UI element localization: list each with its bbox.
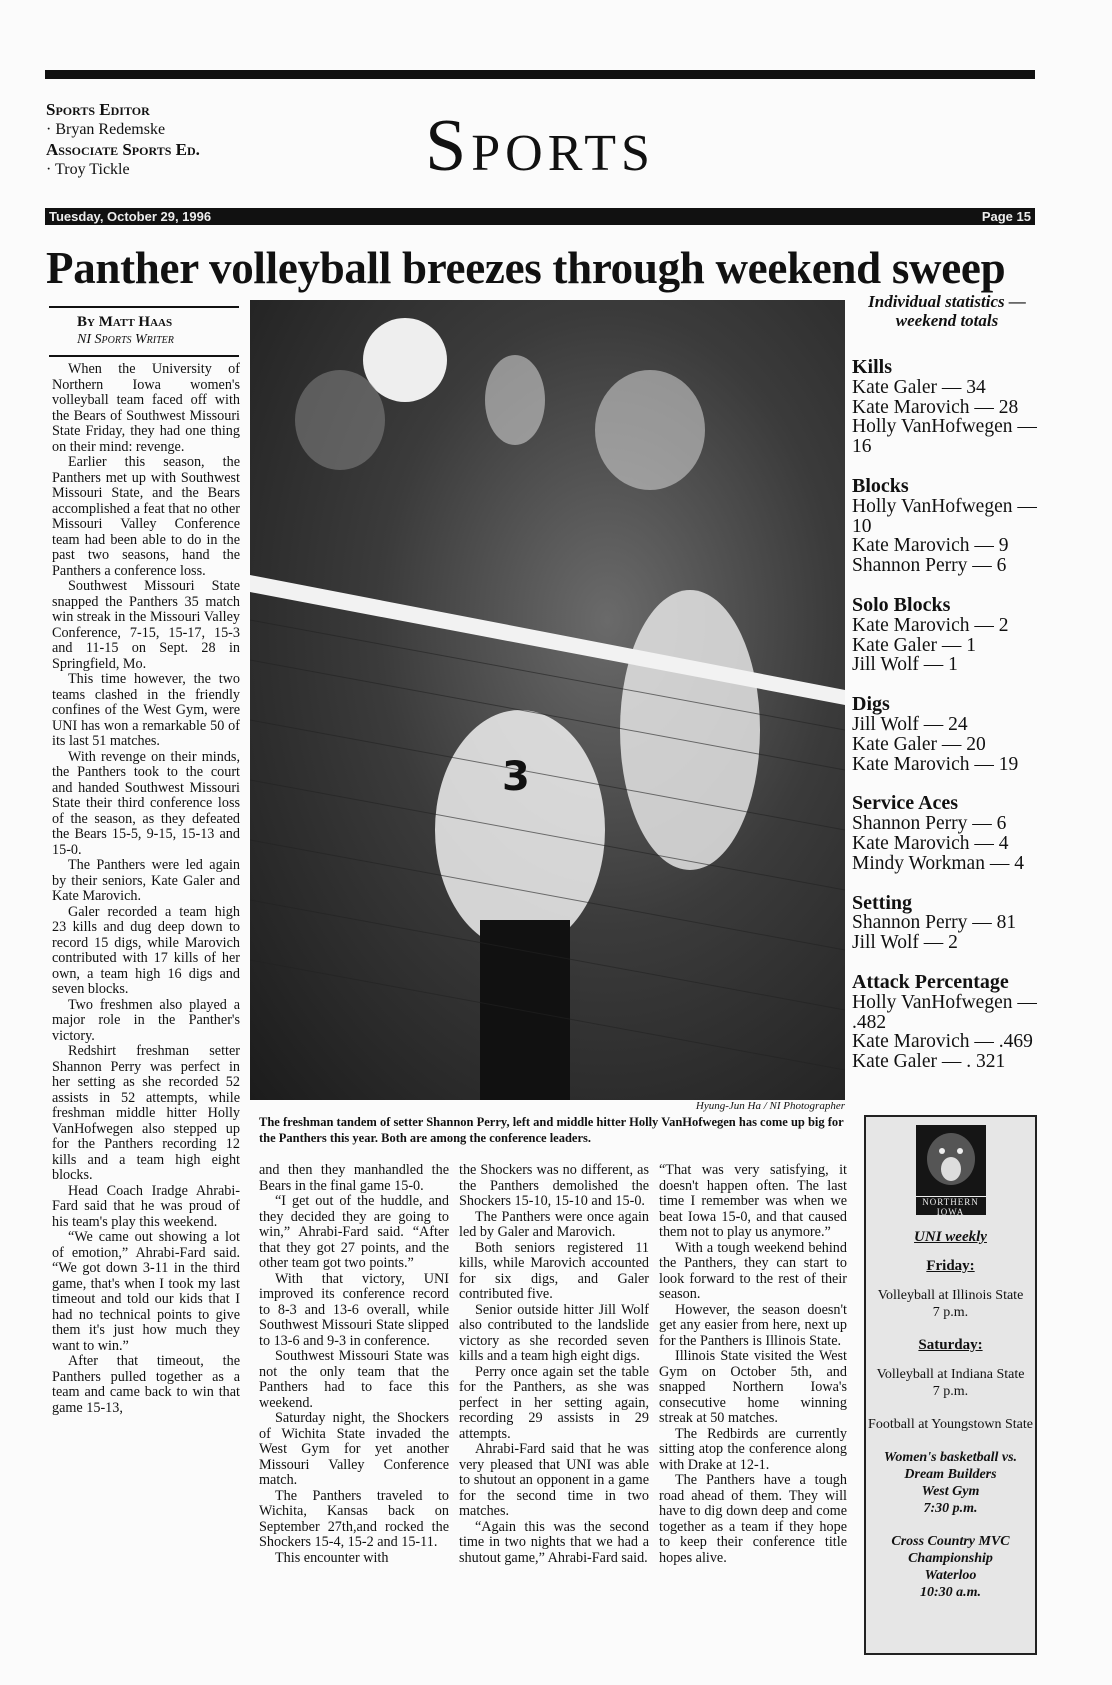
stat-line: Kate Galer — 1: [852, 634, 976, 656]
stat-heading: Setting: [852, 891, 912, 914]
stat-heading: Solo Blocks: [852, 593, 951, 616]
stat-line: Kate Galer — 34: [852, 376, 986, 398]
paragraph: This encounter with: [275, 1549, 389, 1566]
paragraph: The Panthers were led again by their seniors, Kate Galer and Kate Marovich.: [52, 857, 240, 904]
stat-heading: Service Aces: [852, 792, 959, 815]
stats-sidebar: [852, 292, 1042, 1072]
paragraph: Illinois State visited the West Gym on October 5th, and snapped Northern Iowa's consecutive home winning streak at 50 matches.: [659, 1348, 847, 1426]
saturday-heading: Saturday:: [918, 1337, 983, 1353]
volleyball-photo: [250, 300, 845, 1100]
stat-line: Kate Galer — 20: [852, 733, 986, 755]
stat-line: Jill Wolf — 1: [852, 654, 958, 676]
editors-block: [46, 100, 200, 180]
paragraph: Southwest Missouri State was not the only team that the Panthers had to face this weekend.: [259, 1348, 449, 1411]
paragraph: Redshirt freshman setter Shannon Perry was perfect in her setting as she recorded 52 assists in 52 attempts, while freshman middle hitter Holly VanHofwegen also stepped up for the Panthers recording 12 kills and a team high eight blocks.: [52, 1043, 240, 1183]
byline-role: NI Sports Writer: [77, 332, 174, 347]
section-title: Sports: [425, 105, 655, 187]
paragraph: “That was very satisfying, it doesn't happen often. The last time I remember was when we beat Iowa 15-0, and that caused them not to play us anymore.”: [659, 1162, 847, 1240]
event-4: Cross Country MVC Championship: [891, 1534, 1010, 1566]
logo-text: NORTHERN IOWA: [916, 1196, 986, 1217]
paragraph: However, the season doesn't get any easier from here, next up for the Panthers is Illinois State.: [659, 1301, 847, 1349]
stat-line: Kate Marovich — .469: [852, 1031, 1033, 1053]
byline: [49, 306, 239, 357]
byline-author: By Matt Haas: [77, 314, 173, 330]
event-3-location: West Gym: [921, 1484, 980, 1499]
paragraph: Senior outside hitter Jill Wolf also contributed to the landslide victory as she recorded seven kills and a team high eight digs.: [459, 1301, 649, 1364]
saturday-event-2: Football at Youngstown State: [868, 1417, 1033, 1432]
weekly-title: UNI weekly: [914, 1229, 987, 1245]
paragraph: Two freshmen also played a major role in the Panther's victory.: [52, 996, 240, 1044]
paragraph: Earlier this season, the Panthers met up with Southwest Missouri State, and the Bears accomplished a feat that no other Missouri Valley Conference team had been able to do in the past two seasons, hand the Panthers a conference loss.: [52, 454, 240, 579]
article-column-3: [459, 1163, 649, 1566]
paragraph: The Panthers have a tough road ahead of them. They will have to dig down deep and come together as a team if they hope to keep their conference title hopes alive.: [659, 1472, 847, 1566]
stat-line: Kate Marovich — 19: [852, 753, 1019, 775]
stat-line: Shannon Perry — 81: [852, 912, 1017, 934]
editor-name: · Bryan Redemske: [46, 121, 166, 138]
stat-line: Kate Galer — . 321: [852, 1051, 1006, 1073]
paragraph: Ahrabi-Fard said that he was very pleased that UNI was able to shutout an opponent in a game for the second time in two matches.: [459, 1441, 649, 1519]
stat-heading: Blocks: [852, 474, 909, 497]
paragraph: With that victory, UNI improved its conference record to 8-3 and 13-6 overall, while Southwest Missouri State slipped to 13-6 and 9-3 in conference.: [259, 1270, 449, 1349]
stat-line: Shannon Perry — 6: [852, 813, 1007, 835]
stats-title: Individual statistics — weekend totals: [868, 292, 1026, 330]
stat-line: Jill Wolf — 24: [852, 713, 968, 735]
event-4-location: Waterloo: [924, 1568, 977, 1583]
event-4-time: 10:30 a.m.: [919, 1585, 982, 1600]
stat-line: Shannon Perry — 6: [852, 555, 1007, 577]
friday-event: Volleyball at Illinois State: [877, 1288, 1024, 1303]
paragraph: The Panthers traveled to Wichita, Kansas back on September 27th,and rocked the Shockers 15-4, 15-2 and 15-11.: [259, 1487, 449, 1550]
saturday-time-1: 7 p.m.: [932, 1384, 969, 1399]
paragraph: Head Coach Iradge Ahrabi-Fard said that he was proud of his team's play this weekend.: [52, 1182, 240, 1230]
stat-line: Kate Marovich — 9: [852, 535, 1009, 557]
article-column-2: [259, 1163, 449, 1566]
friday-time: 7 p.m.: [932, 1305, 969, 1320]
paragraph: “We came out showing a lot of emotion,” Ahrabi-Fard said. “We got down 3-11 in the third game, that's when I took my last timeout and told our kids that I had no technical points to give them it's just how much they want to win.”: [52, 1229, 240, 1354]
photo-caption: The freshman tandem of setter Shannon Perry, left and middle hitter Holly VanHofwegen has come up big for the Panthers this year. Both are among the conference leaders.: [259, 1115, 844, 1145]
paragraph: and then they manhandled the Bears in the final game 15-0.: [259, 1162, 449, 1194]
headline: Panther volleyball breezes through weekend sweep: [46, 243, 1006, 293]
article-column-4: [659, 1163, 847, 1566]
paragraph: Galer recorded a team high 23 kills and dug deep down to record 15 digs, while Marovich contributed with 17 kills of her own, a team high 16 digs and seven blocks.: [52, 903, 240, 997]
saturday-event-1: Volleyball at Indiana State: [876, 1367, 1025, 1382]
top-rule: [45, 70, 1035, 79]
paragraph: the Shockers was no different, as the Panthers demolished the Shockers 15-10, 15-10 and 15-0.: [459, 1162, 649, 1209]
stat-line: Jill Wolf — 2: [852, 932, 958, 954]
event-3-time: 7:30 p.m.: [923, 1501, 978, 1516]
stat-line: Kate Marovich — 2: [852, 614, 1009, 636]
paragraph: Perry once again set the table for the Panthers, as she was perfect in her setting again, recording 29 assists in 29 attempts.: [459, 1363, 649, 1442]
editor-title: Sports Editor: [46, 100, 150, 119]
stat-line: Holly VanHofwegen — .482: [852, 991, 1037, 1033]
jersey-number: 3: [502, 754, 530, 800]
stat-heading: Digs: [852, 693, 890, 716]
date-bar: [45, 208, 1035, 225]
paragraph: “I get out of the huddle, and they decided they are going to win,” Ahrabi-Fard said. “After that they got 27 points, and the other team got two points.”: [259, 1193, 449, 1271]
page-number: Page 15: [981, 209, 1031, 224]
paragraph: When the University of Northern Iowa women's volleyball team faced off with the Bears of Southwest Missouri State Friday, they had one thing on their mind: revenge.: [52, 361, 240, 455]
paragraph: The Panthers were once again led by Galer and Marovich.: [459, 1208, 649, 1240]
stat-heading: Attack Percentage: [852, 970, 1009, 993]
paragraph: The Redbirds are currently sitting atop the conference along with Drake at 12-1.: [659, 1425, 847, 1473]
paragraph: Saturday night, the Shockers of Wichita State invaded the West Gym for yet another Missouri Valley Conference match.: [259, 1410, 449, 1488]
paragraph: With a tough weekend behind the Panthers, they can start to look forward to the rest of their season.: [659, 1239, 847, 1302]
friday-heading: Friday:: [926, 1258, 975, 1274]
paragraph: “Again this was the second time in two nights that we had a shutout game,” Ahrabi-Fard said.: [459, 1518, 649, 1566]
stat-line: Mindy Workman — 4: [852, 852, 1024, 874]
paragraph: With revenge on their minds, the Panthers took to the court and handed Southwest Missouri State their third conference loss of the season, as they defeated the Bears 15-5, 9-15, 15-13 and 15-0.: [52, 748, 240, 858]
photo-credit: Hyung-Jun Ha / NI Photographer: [695, 1100, 845, 1112]
stat-line: Kate Marovich — 28: [852, 396, 1019, 418]
assoc-editor-title: Associate Sports Ed.: [46, 140, 200, 159]
stat-line: Kate Marovich — 4: [852, 832, 1009, 854]
photo-illustration: [250, 300, 845, 1100]
paragraph: This time however, the two teams clashed in the friendly confines of the West Gym, were UNI has won a remarkable 50 of its last 51 matches.: [52, 671, 240, 749]
paragraph: Southwest Missouri State snapped the Panthers 35 match win streak in the Missouri Valley Conference, 7-15, 15-17, 15-3 and 11-15 on Sept. 28 in Springfield, Mo.: [52, 578, 240, 672]
paragraph: After that timeout, the Panthers pulled together as a team and came back to win that game 15-13,: [52, 1353, 240, 1416]
stat-line: Holly VanHofwegen — 10: [852, 495, 1037, 537]
issue-date: Tuesday, October 29, 1996: [49, 209, 212, 224]
uni-weekly-box: [864, 1115, 1037, 1655]
panther-logo: [916, 1125, 986, 1215]
paragraph: Both seniors registered 11 kills, while Marovich accounted for six digs, and Galer contributed five.: [459, 1239, 649, 1302]
stat-line: Holly VanHofwegen — 16: [852, 416, 1037, 458]
volleyball-net-tape: [250, 575, 845, 705]
event-3: Women's basketball vs. Dream Builders: [883, 1450, 1018, 1482]
volleyball: [363, 318, 447, 402]
article-column-1: [52, 362, 240, 1416]
stat-heading: Kills: [852, 356, 893, 378]
assoc-editor-name: · Troy Tickle: [46, 161, 130, 178]
